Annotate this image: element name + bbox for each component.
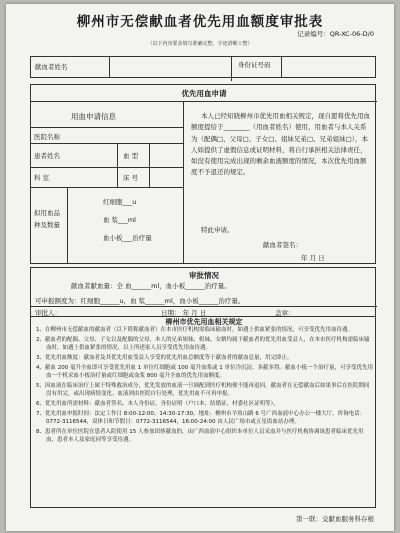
rule-item: 6、优先用血所需材料：献血者签名、本人身份证、身份证明（户口本、结婚证、村委社区证明等）。 xyxy=(36,401,279,408)
donor-name-field[interactable] xyxy=(109,57,230,78)
application-date: 年 月 日 xyxy=(301,254,325,262)
donor-row xyxy=(30,56,376,78)
rule-item: 8、患者所在单位医院在患者入院使用 15 人参加团体献血的，由广西血液中心组织本单位人员采血并与医疗机构协调该患者临床优先用血，患者本人及家庭同等享受待遇。 xyxy=(36,429,364,444)
rule-item: 5、因血液在临床治疗上属于特殊救治成分，优先发放的血液一旦调配到医疗机构便不能再退回，献血者在无偿献血后如果事后在医院期间没有用完，或出现病情变化、血液则由医院自行处理，优先用血不可再申报。 xyxy=(36,382,370,398)
product-red-cells: 红细胞___u xyxy=(103,198,137,206)
seal-label: 盖章： xyxy=(275,309,295,317)
blood-type-label: 血 型 xyxy=(123,152,139,160)
rules-list xyxy=(36,326,374,446)
hospital-name-label: 医院名称 xyxy=(34,133,60,141)
rule-item: 4、献血 200 毫升全血即可享受优先用血 1 单位红细胞或 100 毫升血浆或 1 单位冷沉淀、多献多得。献血小板一个治疗量，可享受优先用血一个机采血小板治疗量或红细胞或血浆 800 毫升全血的优先用血额度。 xyxy=(36,364,373,380)
rule-item: 2、献血者的配偶、父母、子女以及配偶的父母、本人的兄弟姐妹、姐妹、女婿均属于献血者的优先用血受益人，在本市医疗机构需临床输血时，如遇上供血紧张的情况，以上所述家人员享受优先用血待遇。 xyxy=(36,336,370,352)
product-plasma: 血 浆___ml xyxy=(103,216,136,224)
request-closing: 特此申请。 xyxy=(201,226,234,234)
approver-label: 审批人： xyxy=(35,309,61,317)
donor-statement: 本人已经知晓柳州市优先用血相关规定，现自愿将优先用血额度提给于________（用血者姓名）使用，用血者与本人关系为（配偶□、父母□、子女□、姐妹兄弟□、兄弟姐妹□），本人如提供了虚假信息或证明材料，将自行承担相关法律责任，如没有使用完成出现的剩余血液额度的情况，本次优先用血额度不予退还的规定。 xyxy=(191,112,370,177)
bed-number-label: 床 号 xyxy=(123,174,139,182)
application-section xyxy=(30,84,376,264)
application-header: 优先用血申请 xyxy=(181,89,227,98)
product-platelets: 血小板___治疗量 xyxy=(103,234,152,242)
donor-name-label: 献血者姓名 xyxy=(35,63,68,71)
rule-item: 7、优先用血申报时间：法定工作日 8:00-12:00、14:30-17:30。地址：柳州市羊角山路 6 号广西血液中心办公一楼大厅。咨询电话：0772-3116544，双休日和节假日：0772-3116544，16:00-24:00 由人民广场市或五星街血站办理。 xyxy=(36,410,366,426)
record-number: 记录编号：QR-XC-06-D/0 xyxy=(297,30,374,38)
usable-quota-line: 可申报额度为：红细胞______u，血 浆______ml，血小板______治疗量。 xyxy=(35,297,245,305)
rule-item: 1、在柳州市无偿献血的献血者（以下简称献血者）在本市医疗机构需临床输血时，如遇上供血紧张的情况，可享受优先用血待遇。 xyxy=(36,327,354,333)
rules-header: 柳州市优先用血相关规定 xyxy=(165,318,243,326)
fill-instruction: （以下内容要求填写准确完整，字迹清晰工整） xyxy=(147,41,253,47)
approval-date: 日期： 年 月 日 xyxy=(161,309,207,317)
form-title: 柳州市无偿献血者优先用血额度审批表 xyxy=(76,14,324,30)
approval-header: 审批情况 xyxy=(189,271,219,280)
donor-signature-label: 献血者签名： xyxy=(263,241,302,249)
approval-section xyxy=(30,267,376,317)
approval-form-sheet xyxy=(6,4,394,531)
department-label: 科 室 xyxy=(34,174,50,182)
donation-volume-line: 献血者献血量：全 血______ml，血小板______治疗量。 xyxy=(71,282,231,290)
id-number-field[interactable] xyxy=(281,57,377,78)
copy-footer: 第一联：交献血服务科存根 xyxy=(296,515,374,523)
application-info-title: 用血申请信息 xyxy=(71,112,116,121)
patient-name-label: 患者姓名 xyxy=(34,152,60,160)
rule-item: 3、优先用血额度：献血者及其优先用血受益人享受的优先用血总额度等于献血者的献血总量，用完即止。 xyxy=(36,354,293,361)
id-number-label: 身份证号码 xyxy=(231,57,280,81)
quota-label: 拟用血品种及数量 xyxy=(34,209,60,229)
